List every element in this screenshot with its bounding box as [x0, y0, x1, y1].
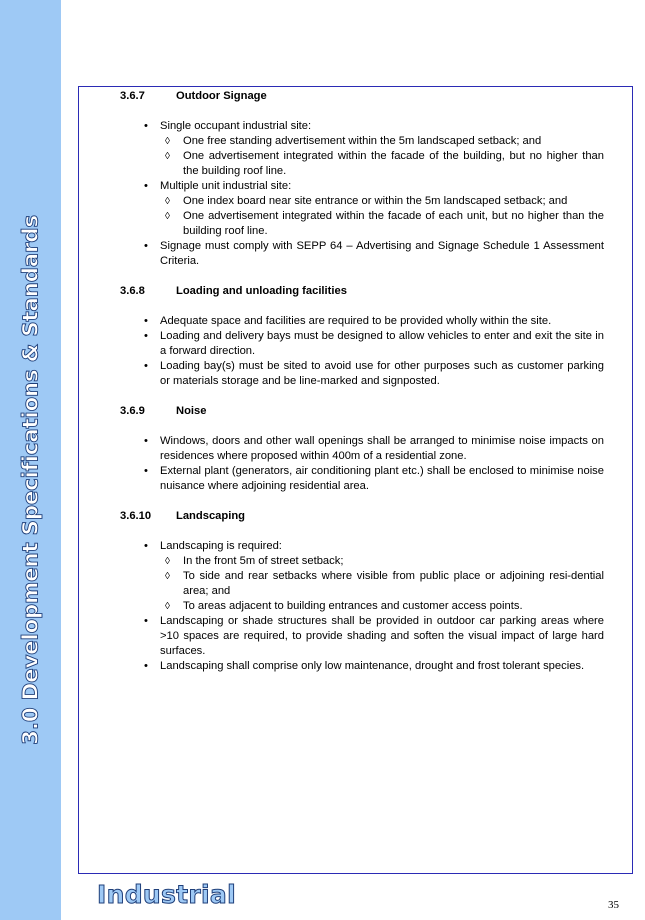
- sidebar-title: 3.0 Development Specifications & Standards: [18, 215, 44, 745]
- bullet-item: [120, 119, 604, 179]
- section-title: Outdoor Signage: [176, 90, 267, 102]
- document-body: [120, 89, 604, 689]
- bullet-text: Loading bay(s) must be sited to avoid use for other purposes such as customer parking or materials storage and be line-marked and signposted.: [160, 360, 604, 387]
- section-title: Noise: [176, 405, 207, 417]
- section: [120, 89, 604, 269]
- bullet-item: [120, 539, 604, 614]
- section-heading: [120, 404, 604, 419]
- bullet-item: [120, 179, 604, 239]
- sidebar-band: [0, 0, 61, 920]
- bullet-list: [120, 434, 604, 494]
- sub-bullet-item: ◊ In the front 5m of street setback;: [120, 554, 604, 569]
- section-heading: [120, 89, 604, 104]
- bullet-text: Single occupant industrial site:: [160, 120, 312, 132]
- footer-title: Industrial: [97, 880, 236, 909]
- bullet-text: Landscaping shall comprise only low maintenance, drought and frost tolerant species.: [160, 660, 585, 672]
- bullet-text: Adequate space and facilities are required to be provided wholly within the site.: [160, 315, 552, 327]
- bullet-item: [120, 314, 604, 329]
- section: [120, 509, 604, 674]
- section: [120, 284, 604, 389]
- section-heading: [120, 509, 604, 524]
- bullet-text: Landscaping is required:: [160, 540, 282, 552]
- section: [120, 404, 604, 494]
- bullet-item: [120, 329, 604, 359]
- page-number: 35: [608, 899, 619, 911]
- bullet-text: Multiple unit industrial site:: [160, 180, 292, 192]
- bullet-item: [120, 359, 604, 389]
- bullet-item: [120, 659, 604, 674]
- bullet-item: [120, 434, 604, 464]
- bullet-item: [120, 464, 604, 494]
- bullet-item: [120, 239, 604, 269]
- section-number: 3.6.7: [120, 90, 145, 102]
- bullet-text: Windows, doors and other wall openings shall be arranged to minimise noise impacts on residences where proposed within 400m of a residential zone.: [160, 435, 604, 462]
- sub-bullet-item: ◊ One advertisement integrated within the facade of each unit, but no higher than the building roof line.: [120, 209, 604, 239]
- section-number: 3.6.8: [120, 285, 145, 297]
- section-title: Loading and unloading facilities: [176, 285, 347, 297]
- bullet-list: [120, 119, 604, 269]
- bullet-text: Landscaping or shade structures shall be provided in outdoor car parking areas where >10 spaces are required, to provide shading and soften the visual impact of large hard surfaces.: [160, 615, 604, 657]
- bullet-text: Signage must comply with SEPP 64 – Advertising and Signage Schedule 1 Assessment Criteria.: [160, 240, 604, 267]
- sub-bullet-item: ◊ To side and rear setbacks where visible from public place or adjoining resi-dential area; and: [120, 569, 604, 599]
- sub-bullet-list: [120, 554, 604, 614]
- bullet-list: [120, 539, 604, 674]
- section-title: Landscaping: [176, 510, 245, 522]
- bullet-text: Loading and delivery bays must be designed to allow vehicles to enter and exit the site in a forward direction.: [160, 330, 604, 357]
- bullet-text: External plant (generators, air conditioning plant etc.) shall be enclosed to minimise noise nuisance where adjoining residential area.: [160, 465, 604, 492]
- bullet-item: [120, 614, 604, 659]
- section-heading: [120, 284, 604, 299]
- sub-bullet-item: ◊ To areas adjacent to building entrances and customer access points.: [120, 599, 604, 614]
- bullet-list: [120, 314, 604, 389]
- sub-bullet-item: ◊ One index board near site entrance or within the 5m landscaped setback; and: [120, 194, 604, 209]
- section-number: 3.6.10: [120, 510, 152, 522]
- sub-bullet-item: ◊ One advertisement integrated within the facade of the building, but no higher than the building roof line.: [120, 149, 604, 179]
- section-number: 3.6.9: [120, 405, 145, 417]
- sub-bullet-list: [120, 134, 604, 179]
- sub-bullet-item: ◊ One free standing advertisement within the 5m landscaped setback; and: [120, 134, 604, 149]
- sub-bullet-list: [120, 194, 604, 239]
